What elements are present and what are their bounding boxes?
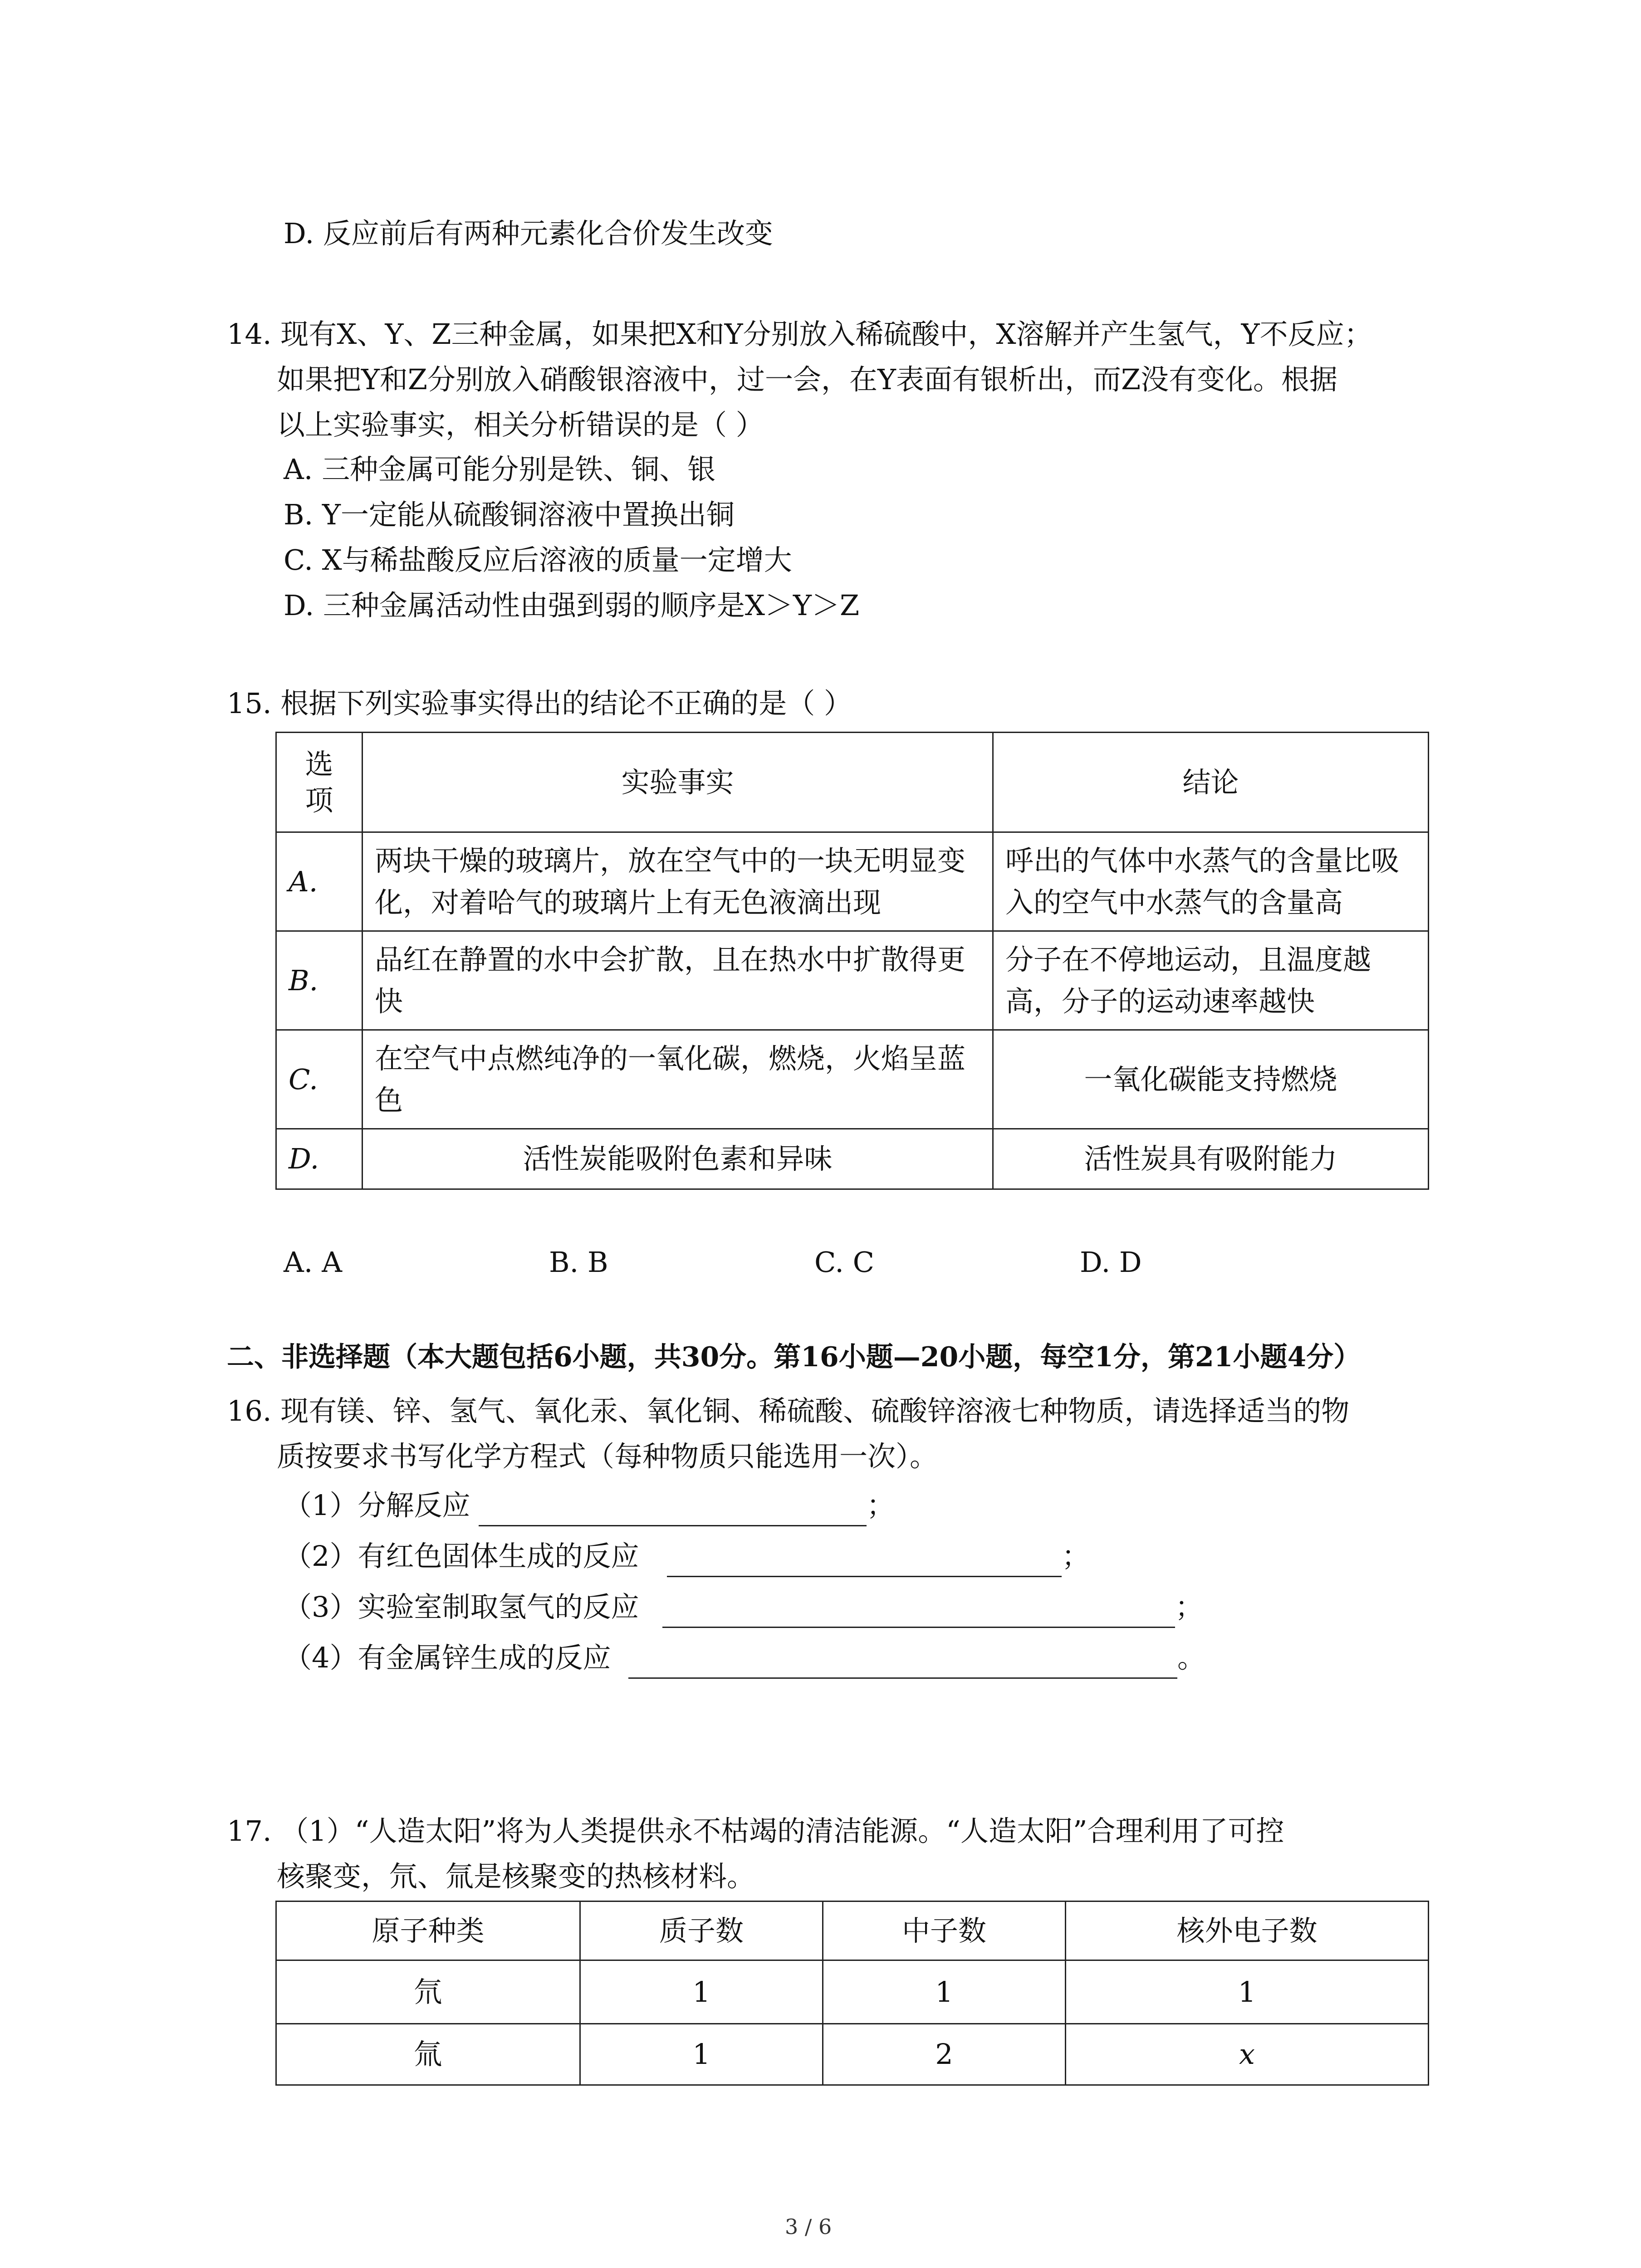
q16-stem-line2: 质按要求书写化学方程式（每种物质只能选用一次）。 [277,1440,938,1473]
q15-stem: 15. 根据下列实验事实得出的结论不正确的是（ ） [227,687,852,720]
q17-row-tritium-neutrons: 2 [823,2024,1066,2085]
q17-stem-line1: 17. （1）“人造太阳”将为人类提供永不枯竭的清洁能源。“人造太阳”合理利用了可控 [227,1814,1284,1848]
q15-header-conclusion: 结论 [993,733,1429,832]
q15-row-c-fact: 在空气中点燃纯净的一氧化碳，燃烧，火焰呈蓝色 [362,1030,993,1129]
q16-part1-blank[interactable] [479,1525,867,1526]
q15-row-b-fact: 品红在静置的水中会扩散，且在热水中扩散得更快 [362,931,993,1030]
q14-stem-line3: 以上实验事实，相关分析错误的是（ ） [277,408,764,441]
q16-stem-line1: 16. 现有镁、锌、氢气、氧化汞、氧化铜、稀硫酸、硫酸锌溶液七种物质，请选择适当的物 [227,1394,1350,1427]
q15-row-b-option: B. [276,931,362,1030]
q16-part1-label: （1）分解反应 [284,1489,470,1522]
q17-row-deuterium-name: 氘 [276,1960,580,2024]
q16-part2-blank[interactable] [667,1576,1062,1577]
q15-answer-d: D. D [1080,1246,1142,1279]
q15-row-a-fact: 两块干燥的玻璃片，放在空气中的一块无明显变化，对着哈气的玻璃片上有无色液滴出现 [362,832,993,931]
q15-answer-a: A. A [284,1246,342,1279]
q14-option-c: C. X与稀盐酸反应后溶液的质量一定增大 [284,543,792,577]
q16-part1-end: ； [867,1489,895,1522]
q17-stem-line2: 核聚变，氘、氚是核聚变的热核材料。 [277,1860,755,1893]
q17-row-deuterium-electrons: 1 [1066,1960,1429,2024]
q17-header-protons: 质子数 [580,1901,823,1960]
q15-row-d-option: D. [276,1129,362,1189]
q15-table [275,732,1429,1190]
q17-row-tritium-electrons: x [1066,2024,1429,2085]
q16-part2-end: ； [1062,1540,1090,1573]
q16-part3-blank[interactable] [662,1627,1175,1628]
q15-row-a-option: A. [276,832,362,931]
q13-option-d: D. 反应前后有两种元素化合价发生改变 [284,217,773,250]
q15-answer-c: C. C [814,1246,875,1279]
q17-row-deuterium-protons: 1 [580,1960,823,2024]
q15-row-c-option: C. [276,1030,362,1129]
q15-row-c-conclusion: 一氧化碳能支持燃烧 [993,1030,1429,1129]
q17-header-electrons: 核外电子数 [1066,1901,1429,1960]
q14-stem-line1: 14. 现有X、Y、Z三种金属，如果把X和Y分别放入稀硫酸中，X溶解并产生氢气，Y不反应； [227,318,1372,351]
q17-table [275,1901,1429,2086]
q16-part4-label: （4）有金属锌生成的反应 [284,1641,611,1674]
page-number: 3 / 6 [785,2214,832,2239]
q16-part3-end: ； [1175,1590,1204,1623]
q15-header-option: 选项 [276,733,362,832]
section-2-title: 二、非选择题（本大题包括6小题，共30分。第16小题—20小题，每空1分，第21小题4分） [227,1341,1361,1373]
q15-row-b-conclusion: 分子在不停地运动，且温度越高，分子的运动速率越快 [993,931,1429,1030]
q15-row-d-conclusion: 活性炭具有吸附能力 [993,1129,1429,1189]
q16-part2-label: （2）有红色固体生成的反应 [284,1540,639,1573]
q15-answer-b: B. B [549,1246,608,1279]
q15-row-d-fact: 活性炭能吸附色素和异味 [362,1129,993,1189]
q17-header-neutrons: 中子数 [823,1901,1066,1960]
q15-header-fact: 实验事实 [362,733,993,832]
q16-part3-label: （3）实验室制取氢气的反应 [284,1590,639,1623]
q17-row-tritium-name: 氚 [276,2024,580,2085]
q17-row-deuterium-neutrons: 1 [823,1960,1066,2024]
q14-option-d: D. 三种金属活动性由强到弱的顺序是X＞Y＞Z [284,589,860,622]
q16-part4-end: 。 [1177,1641,1206,1674]
q15-row-a-conclusion: 呼出的气体中水蒸气的含量比吸入的空气中水蒸气的含量高 [993,832,1429,931]
q17-header-atom-type: 原子种类 [276,1901,580,1960]
q14-option-a: A. 三种金属可能分别是铁、铜、银 [284,453,716,486]
q17-row-tritium-protons: 1 [580,2024,823,2085]
q14-stem-line2: 如果把Y和Z分别放入硝酸银溶液中，过一会，在Y表面有银析出，而Z没有变化。根据 [277,363,1338,396]
q14-option-b: B. Y一定能从硫酸铜溶液中置换出铜 [284,498,735,531]
q16-part4-blank[interactable] [628,1677,1177,1679]
